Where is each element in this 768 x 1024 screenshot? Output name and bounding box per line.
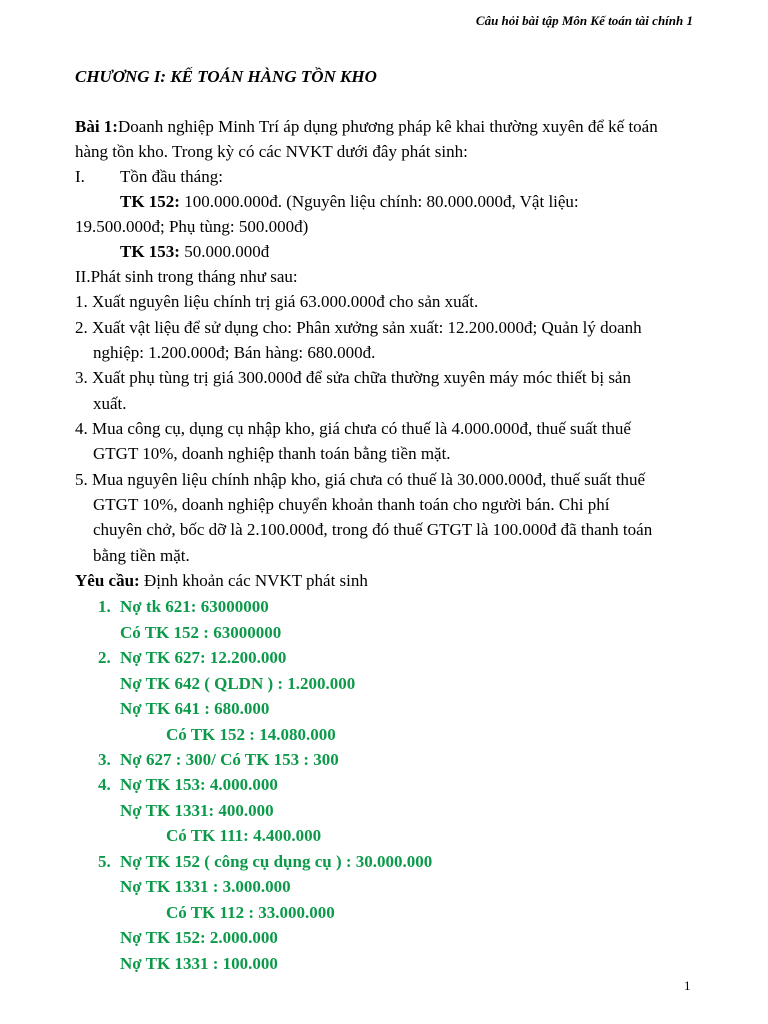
section1-title: Tồn đầu tháng: xyxy=(120,167,223,186)
answer-number: 3. xyxy=(98,750,111,769)
requirement-line xyxy=(75,570,368,592)
tk152-line xyxy=(120,191,579,213)
list-item: bằng tiền mặt. xyxy=(93,546,190,565)
problem-label: Bài 1: xyxy=(75,117,118,136)
list-item: xuất. xyxy=(93,394,127,413)
answer-entry: Nợ TK 642 ( QLDN ) : 1.200.000 xyxy=(120,674,356,693)
answer-entry: Có TK 152 : 63000000 xyxy=(120,623,282,642)
answer-entry: Nợ TK 152: 2.000.000 xyxy=(120,928,278,947)
intro-line-1 xyxy=(75,116,658,138)
answer-entry: Nợ 627 : 300/ Có TK 153 : 300 xyxy=(120,750,339,769)
page-header: Câu hỏi bài tập Môn Kế toán tài chính 1 xyxy=(475,13,693,28)
section2-title: II.Phát sinh trong tháng như sau: xyxy=(75,267,298,286)
tk153-label: TK 153: xyxy=(120,242,180,261)
tk152-line-2: 19.500.000đ; Phụ tùng: 500.000đ) xyxy=(75,217,309,236)
tk153-line xyxy=(120,241,269,263)
answer-entry: Nợ TK 1331 : 100.000 xyxy=(120,954,278,973)
answer-entry: Có TK 152 : 14.080.000 xyxy=(166,725,336,744)
answer-entry: Nợ TK 627: 12.200.000 xyxy=(120,648,287,667)
list-item: GTGT 10%, doanh nghiệp chuyển khoản thanh toán cho người bán. Chi phí xyxy=(93,495,610,514)
answer-entry: Nợ TK 1331 : 3.000.000 xyxy=(120,877,291,896)
list-item: 2. Xuất vật liệu để sử dụng cho: Phân xưởng sản xuất: 12.200.000đ; Quản lý doanh xyxy=(75,318,642,337)
answer-entry: Có TK 111: 4.400.000 xyxy=(166,826,322,845)
page-number: 1 xyxy=(684,978,691,993)
tk152-label: TK 152: xyxy=(120,192,180,211)
list-item: 4. Mua công cụ, dụng cụ nhập kho, giá chưa có thuế là 4.000.000đ, thuế suất thuế xyxy=(75,419,631,438)
answer-entry: Nợ TK 153: 4.000.000 xyxy=(120,775,278,794)
answer-number: 1. xyxy=(98,597,111,616)
answer-entry: Nợ TK 1331: 400.000 xyxy=(120,801,274,820)
answer-entry: Nợ tk 621: 63000000 xyxy=(120,597,269,616)
tk153-text: 50.000.000đ xyxy=(179,242,270,261)
section1-number: I. xyxy=(75,167,85,186)
requirement-text: Định khoản các NVKT phát sinh xyxy=(139,571,368,590)
tk152-text: 100.000.000đ. (Nguyên liệu chính: 80.000.000đ, Vật liệu: xyxy=(179,192,579,211)
answer-number: 2. xyxy=(98,648,111,667)
answer-number: 4. xyxy=(98,775,111,794)
requirement-label: Yêu cầu: xyxy=(75,571,140,590)
list-item: nghiệp: 1.200.000đ; Bán hàng: 680.000đ. xyxy=(93,343,376,362)
intro-text-1: Doanh nghiệp Minh Trí áp dụng phương pháp kê khai thường xuyên để kế toán xyxy=(117,117,658,136)
list-item: GTGT 10%, doanh nghiệp thanh toán bằng tiền mặt. xyxy=(93,444,451,463)
list-item: chuyên chở, bốc dỡ là 2.100.000đ, trong đó thuế GTGT là 100.000đ đã thanh toán xyxy=(93,520,653,539)
list-item: 5. Mua nguyên liệu chính nhập kho, giá chưa có thuế là 30.000.000đ, thuế suất thuế xyxy=(75,470,646,489)
intro-line-2: hàng tồn kho. Trong kỳ có các NVKT dưới đây phát sinh: xyxy=(75,142,468,161)
answer-entry: Nợ TK 641 : 680.000 xyxy=(120,699,270,718)
answer-entry: Có TK 112 : 33.000.000 xyxy=(166,903,335,922)
list-item: 3. Xuất phụ tùng trị giá 300.000đ để sửa chữa thường xuyên máy móc thiết bị sản xyxy=(75,368,631,387)
answer-entry: Nợ TK 152 ( công cụ dụng cụ ) : 30.000.000 xyxy=(120,852,433,871)
list-item: 1. Xuất nguyên liệu chính trị giá 63.000.000đ cho sản xuất. xyxy=(75,292,479,311)
chapter-title: CHƯƠNG I: KẾ TOÁN HÀNG TỒN KHO xyxy=(75,67,377,86)
answer-number: 5. xyxy=(98,852,111,871)
